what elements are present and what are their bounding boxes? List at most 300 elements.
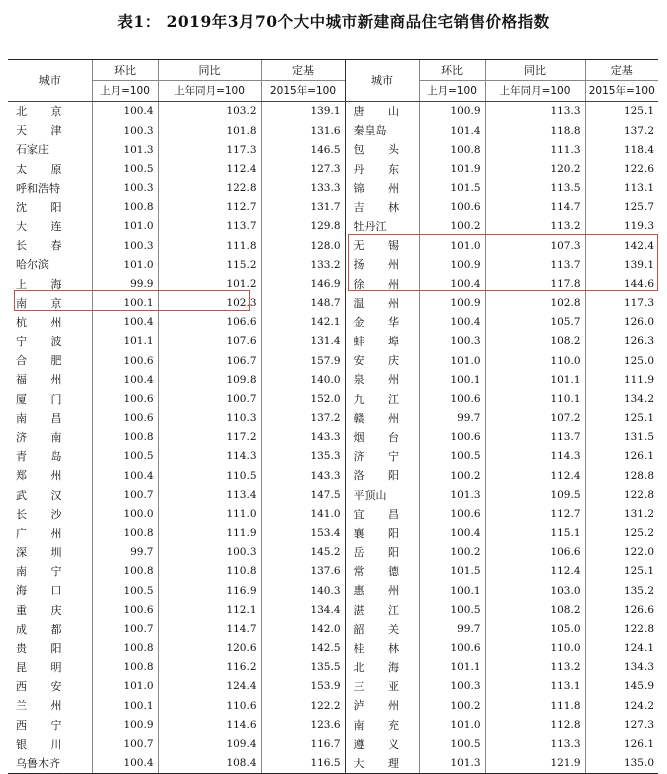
mom-value-right: 100.5 xyxy=(419,447,485,466)
mom-value-left: 100.8 xyxy=(92,658,158,677)
fixed-value-right: 125.0 xyxy=(585,351,658,370)
mom-value-right: 100.2 xyxy=(419,217,485,236)
city-name-right: 泸 州 xyxy=(345,696,419,715)
mom-value-left: 100.8 xyxy=(92,562,158,581)
header-row-sub xyxy=(8,81,658,102)
city-name-right: 惠 州 xyxy=(345,581,419,600)
mom-value-right: 100.3 xyxy=(419,677,485,696)
yoy-value-left: 114.7 xyxy=(158,620,261,639)
fixed-value-left: 116.5 xyxy=(261,754,345,774)
yoy-value-right: 112.4 xyxy=(485,562,585,581)
fixed-value-left: 147.5 xyxy=(261,485,345,504)
yoy-value-right: 113.7 xyxy=(485,255,585,274)
city-name-left: 广 州 xyxy=(16,526,72,540)
fixed-value-left: 131.4 xyxy=(261,332,345,351)
fixed-value-right: 134.3 xyxy=(585,658,658,677)
mom-value-left: 100.5 xyxy=(92,581,158,600)
city-name-right: 洛 阳 xyxy=(345,466,419,485)
yoy-value-left: 115.2 xyxy=(158,255,261,274)
fixed-value-left: 137.2 xyxy=(261,409,345,428)
yoy-value-right: 120.2 xyxy=(485,160,585,179)
mom-value-left: 100.5 xyxy=(92,160,158,179)
table-body xyxy=(8,102,658,774)
city-name-right: 湛 江 xyxy=(345,600,419,619)
mom-value-right: 100.4 xyxy=(419,313,485,332)
fixed-value-right: 131.5 xyxy=(585,428,658,447)
mom-value-right: 101.5 xyxy=(419,562,485,581)
table-row xyxy=(8,332,658,351)
fixed-value-left: 123.6 xyxy=(261,716,345,735)
fixed-value-right: 124.1 xyxy=(585,639,658,658)
mom-value-left: 99.9 xyxy=(92,275,158,294)
fixed-value-right: 145.9 xyxy=(585,677,658,696)
mom-value-left: 101.0 xyxy=(92,677,158,696)
city-name-right: 岳 阳 xyxy=(345,543,419,562)
city-name-left: 济 南 xyxy=(16,431,72,444)
table-row xyxy=(8,466,658,485)
table-row xyxy=(8,485,658,504)
header-mom-sub-left: 上月=100 xyxy=(92,81,158,102)
table-row xyxy=(8,236,658,255)
city-name-right: 韶 关 xyxy=(345,620,419,639)
city-name-right: 扬 州 xyxy=(345,255,419,274)
table-row xyxy=(8,160,658,179)
city-name-left: 长 春 xyxy=(16,239,72,253)
yoy-value-left: 100.3 xyxy=(158,543,261,562)
city-name-right: 无 锡 xyxy=(345,236,419,255)
yoy-value-left: 103.2 xyxy=(158,102,261,122)
table-row xyxy=(8,121,658,140)
mom-value-right: 100.9 xyxy=(419,102,485,122)
yoy-value-right: 112.7 xyxy=(485,505,585,524)
city-name-right: 大 理 xyxy=(345,754,419,774)
mom-value-left: 99.7 xyxy=(92,543,158,562)
table-row xyxy=(8,562,658,581)
city-name-left: 宁 波 xyxy=(16,335,72,349)
fixed-value-right: 125.1 xyxy=(585,562,658,581)
fixed-value-left: 157.9 xyxy=(261,351,345,370)
city-name-right: 三 亚 xyxy=(345,677,419,696)
fixed-value-left: 146.9 xyxy=(261,275,345,294)
mom-value-right: 100.6 xyxy=(419,198,485,217)
city-name-right: 吉 林 xyxy=(345,198,419,217)
mom-value-left: 100.6 xyxy=(92,390,158,409)
yoy-value-left: 111.0 xyxy=(158,505,261,524)
city-name-right: 锦 州 xyxy=(345,179,419,198)
table-row xyxy=(8,620,658,639)
city-name-left: 呼和浩特 xyxy=(16,181,60,195)
yoy-value-right: 110.0 xyxy=(485,351,585,370)
fixed-value-left: 148.7 xyxy=(261,294,345,313)
mom-value-left: 100.4 xyxy=(92,466,158,485)
yoy-value-right: 113.3 xyxy=(485,102,585,122)
table-row xyxy=(8,294,658,313)
fixed-value-left: 153.4 xyxy=(261,524,345,543)
table-row xyxy=(8,505,658,524)
mom-value-left: 100.7 xyxy=(92,620,158,639)
city-name-left: 大 连 xyxy=(16,220,72,234)
fixed-value-right: 126.1 xyxy=(585,735,658,754)
header-city-right: 城市 xyxy=(345,60,419,102)
mom-value-right: 101.0 xyxy=(419,716,485,735)
city-name-right: 赣 州 xyxy=(345,409,419,428)
fixed-value-right: 126.3 xyxy=(585,332,658,351)
mom-value-left: 100.4 xyxy=(92,754,158,774)
city-name-right: 包 头 xyxy=(345,140,419,159)
mom-value-right: 100.4 xyxy=(419,275,485,294)
table-row xyxy=(8,716,658,735)
mom-value-right: 100.6 xyxy=(419,428,485,447)
fixed-value-right: 126.1 xyxy=(585,447,658,466)
city-name-left: 银 川 xyxy=(16,737,72,751)
table-row xyxy=(8,255,658,274)
city-name-right: 平顶山 xyxy=(345,485,419,504)
table-row xyxy=(8,677,658,696)
fixed-value-left: 143.3 xyxy=(261,466,345,485)
yoy-value-right: 112.4 xyxy=(485,466,585,485)
fixed-value-right: 119.3 xyxy=(585,217,658,236)
city-name-left: 长 沙 xyxy=(16,507,72,521)
mom-value-left: 100.3 xyxy=(92,179,158,198)
fixed-value-right: 137.2 xyxy=(585,121,658,140)
yoy-value-left: 113.4 xyxy=(158,485,261,504)
mom-value-left: 100.6 xyxy=(92,600,158,619)
fixed-value-right: 135.0 xyxy=(585,754,658,774)
table-row xyxy=(8,179,658,198)
yoy-value-right: 106.6 xyxy=(485,543,585,562)
yoy-value-right: 114.3 xyxy=(485,447,585,466)
mom-value-right: 100.5 xyxy=(419,600,485,619)
fixed-value-left: 134.4 xyxy=(261,600,345,619)
table-row xyxy=(8,428,658,447)
yoy-value-left: 112.7 xyxy=(158,198,261,217)
mom-value-right: 99.7 xyxy=(419,620,485,639)
mom-value-left: 100.4 xyxy=(92,313,158,332)
city-name-left: 上 海 xyxy=(16,277,72,291)
city-name-left: 合 肥 xyxy=(16,354,72,368)
city-name-left: 贵 阳 xyxy=(16,641,72,655)
city-name-right: 遵 义 xyxy=(345,735,419,754)
yoy-value-right: 115.1 xyxy=(485,524,585,543)
city-name-left: 哈尔滨 xyxy=(16,258,49,272)
yoy-value-right: 114.7 xyxy=(485,198,585,217)
table-row xyxy=(8,140,658,159)
table-title: 表1： 2019年3月70个大中城市新建商品住宅销售价格指数 xyxy=(117,12,550,31)
yoy-value-left: 120.6 xyxy=(158,639,261,658)
mom-value-left: 100.4 xyxy=(92,102,158,122)
city-name-right: 丹 东 xyxy=(345,160,419,179)
fixed-value-right: 124.2 xyxy=(585,696,658,715)
yoy-value-left: 116.2 xyxy=(158,658,261,677)
city-name-left: 西 安 xyxy=(16,680,72,694)
header-city-left: 城市 xyxy=(8,60,92,102)
yoy-value-right: 105.7 xyxy=(485,313,585,332)
mom-value-right: 101.9 xyxy=(419,160,485,179)
yoy-value-right: 117.8 xyxy=(485,275,585,294)
mom-value-left: 100.4 xyxy=(92,370,158,389)
fixed-value-left: 137.6 xyxy=(261,562,345,581)
fixed-value-left: 142.1 xyxy=(261,313,345,332)
fixed-value-left: 139.1 xyxy=(261,102,345,122)
mom-value-left: 101.0 xyxy=(92,217,158,236)
mom-value-right: 101.1 xyxy=(419,658,485,677)
yoy-value-left: 111.8 xyxy=(158,236,261,255)
yoy-value-left: 106.7 xyxy=(158,351,261,370)
mom-value-right: 99.7 xyxy=(419,409,485,428)
mom-value-left: 100.3 xyxy=(92,236,158,255)
fixed-value-right: 125.2 xyxy=(585,524,658,543)
city-name-left: 乌鲁木齐 xyxy=(8,754,92,774)
yoy-value-left: 112.4 xyxy=(158,160,261,179)
mom-value-left: 100.7 xyxy=(92,485,158,504)
mom-value-right: 100.6 xyxy=(419,505,485,524)
fixed-value-right: 118.4 xyxy=(585,140,658,159)
yoy-value-right: 103.0 xyxy=(485,581,585,600)
fixed-value-left: 135.3 xyxy=(261,447,345,466)
yoy-value-right: 112.8 xyxy=(485,716,585,735)
city-name-right: 北 海 xyxy=(345,658,419,677)
city-name-right: 常 德 xyxy=(345,562,419,581)
yoy-value-right: 107.3 xyxy=(485,236,585,255)
city-name-left: 天 津 xyxy=(16,124,72,138)
mom-value-left: 100.1 xyxy=(92,294,158,313)
fixed-value-right: 122.6 xyxy=(585,160,658,179)
mom-value-right: 101.3 xyxy=(419,754,485,774)
price-index-table xyxy=(8,59,658,774)
city-name-left: 郑 州 xyxy=(16,469,72,483)
city-name-left: 沈 阳 xyxy=(16,200,72,214)
yoy-value-right: 111.8 xyxy=(485,696,585,715)
fixed-value-right: 125.1 xyxy=(585,102,658,122)
header-yoy-sub-right: 上年同月=100 xyxy=(485,81,585,102)
fixed-value-left: 153.9 xyxy=(261,677,345,696)
mom-value-right: 101.4 xyxy=(419,121,485,140)
fixed-value-right: 135.2 xyxy=(585,581,658,600)
yoy-value-right: 118.8 xyxy=(485,121,585,140)
city-name-right: 唐 山 xyxy=(345,102,419,122)
mom-value-right: 100.1 xyxy=(419,370,485,389)
mom-value-right: 100.4 xyxy=(419,524,485,543)
mom-value-left: 100.5 xyxy=(92,447,158,466)
yoy-value-left: 101.2 xyxy=(158,275,261,294)
city-name-right: 泉 州 xyxy=(345,370,419,389)
table-row xyxy=(8,313,658,332)
table-row xyxy=(8,600,658,619)
fixed-value-left: 131.6 xyxy=(261,121,345,140)
mom-value-left: 100.8 xyxy=(92,524,158,543)
header-fixed-left: 定基 xyxy=(261,60,345,81)
city-name-left: 武 汉 xyxy=(16,488,72,502)
city-name-right: 秦皇岛 xyxy=(345,121,419,140)
mom-value-right: 100.6 xyxy=(419,390,485,409)
city-name-left: 青 岛 xyxy=(16,450,72,464)
mom-value-right: 100.8 xyxy=(419,140,485,159)
table-row xyxy=(8,447,658,466)
city-name-left: 福 州 xyxy=(16,373,72,387)
mom-value-right: 100.3 xyxy=(419,332,485,351)
table-row xyxy=(8,524,658,543)
yoy-value-left: 106.6 xyxy=(158,313,261,332)
fixed-value-left: 142.0 xyxy=(261,620,345,639)
yoy-value-left: 110.8 xyxy=(158,562,261,581)
yoy-value-right: 108.2 xyxy=(485,600,585,619)
city-name-right: 桂 林 xyxy=(345,639,419,658)
yoy-value-left: 101.8 xyxy=(158,121,261,140)
yoy-value-right: 113.2 xyxy=(485,658,585,677)
mom-value-right: 100.2 xyxy=(419,466,485,485)
yoy-value-left: 110.3 xyxy=(158,409,261,428)
mom-value-right: 101.0 xyxy=(419,236,485,255)
yoy-value-left: 112.1 xyxy=(158,600,261,619)
fixed-value-right: 125.1 xyxy=(585,409,658,428)
yoy-value-left: 114.6 xyxy=(158,716,261,735)
city-name-left: 石家庄 xyxy=(16,143,49,157)
fixed-value-right: 122.0 xyxy=(585,543,658,562)
mom-value-left: 100.9 xyxy=(92,716,158,735)
city-name-right: 烟 台 xyxy=(345,428,419,447)
yoy-value-right: 102.8 xyxy=(485,294,585,313)
mom-value-left: 100.8 xyxy=(92,428,158,447)
fixed-value-left: 131.7 xyxy=(261,198,345,217)
yoy-value-left: 111.9 xyxy=(158,524,261,543)
city-name-left: 南 昌 xyxy=(16,411,72,425)
mom-value-left: 101.3 xyxy=(92,140,158,159)
fixed-value-left: 146.5 xyxy=(261,140,345,159)
table-row xyxy=(8,581,658,600)
yoy-value-left: 116.9 xyxy=(158,581,261,600)
mom-value-left: 101.0 xyxy=(92,255,158,274)
header-yoy-sub-left: 上年同月=100 xyxy=(158,81,261,102)
fixed-value-left: 142.5 xyxy=(261,639,345,658)
fixed-value-right: 113.1 xyxy=(585,179,658,198)
city-name-right: 襄 阳 xyxy=(345,524,419,543)
yoy-value-left: 122.8 xyxy=(158,179,261,198)
table-row xyxy=(8,639,658,658)
table-row xyxy=(8,543,658,562)
mom-value-left: 100.6 xyxy=(92,351,158,370)
fixed-value-right: 122.8 xyxy=(585,620,658,639)
table-row xyxy=(8,409,658,428)
yoy-value-left: 110.6 xyxy=(158,696,261,715)
city-name-left: 厦 门 xyxy=(16,392,72,406)
fixed-value-left: 133.2 xyxy=(261,255,345,274)
yoy-value-right: 113.1 xyxy=(485,677,585,696)
mom-value-left: 100.8 xyxy=(92,198,158,217)
yoy-value-left: 113.7 xyxy=(158,217,261,236)
mom-value-left: 101.1 xyxy=(92,332,158,351)
fixed-value-left: 141.0 xyxy=(261,505,345,524)
city-name-right: 南 充 xyxy=(345,716,419,735)
mom-value-left: 100.7 xyxy=(92,735,158,754)
mom-value-right: 100.5 xyxy=(419,735,485,754)
yoy-value-right: 107.2 xyxy=(485,409,585,428)
header-mom-left: 环比 xyxy=(92,60,158,81)
mom-value-left: 100.3 xyxy=(92,121,158,140)
fixed-value-left: 152.0 xyxy=(261,390,345,409)
city-name-left: 重 庆 xyxy=(16,603,72,617)
mom-value-right: 100.2 xyxy=(419,543,485,562)
yoy-value-left: 108.4 xyxy=(158,754,261,774)
fixed-value-right: 139.1 xyxy=(585,255,658,274)
city-name-left: 太 原 xyxy=(16,162,72,176)
mom-value-right: 101.5 xyxy=(419,179,485,198)
table-row xyxy=(8,390,658,409)
yoy-value-right: 113.5 xyxy=(485,179,585,198)
city-name-left: 昆 明 xyxy=(16,661,72,675)
city-name-right: 九 江 xyxy=(345,390,419,409)
yoy-value-right: 110.0 xyxy=(485,639,585,658)
yoy-value-left: 109.4 xyxy=(158,735,261,754)
fixed-value-right: 126.0 xyxy=(585,313,658,332)
fixed-value-right: 127.3 xyxy=(585,716,658,735)
header-mom-right: 环比 xyxy=(419,60,485,81)
fixed-value-left: 129.8 xyxy=(261,217,345,236)
mom-value-right: 100.2 xyxy=(419,696,485,715)
fixed-value-right: 144.6 xyxy=(585,275,658,294)
yoy-value-right: 105.0 xyxy=(485,620,585,639)
yoy-value-right: 109.5 xyxy=(485,485,585,504)
fixed-value-left: 127.3 xyxy=(261,160,345,179)
fixed-value-right: 117.3 xyxy=(585,294,658,313)
city-name-left: 海 口 xyxy=(16,584,72,598)
header-yoy-left: 同比 xyxy=(158,60,261,81)
yoy-value-right: 111.3 xyxy=(485,140,585,159)
header-fixed-right: 定基 xyxy=(585,60,658,81)
fixed-value-right: 128.8 xyxy=(585,466,658,485)
fixed-value-right: 131.2 xyxy=(585,505,658,524)
yoy-value-right: 110.1 xyxy=(485,390,585,409)
mom-value-left: 100.1 xyxy=(92,696,158,715)
yoy-value-right: 113.3 xyxy=(485,735,585,754)
fixed-value-right: 125.7 xyxy=(585,198,658,217)
fixed-value-right: 126.6 xyxy=(585,600,658,619)
yoy-value-left: 117.3 xyxy=(158,140,261,159)
city-name-right: 蚌 埠 xyxy=(345,332,419,351)
fixed-value-right: 122.8 xyxy=(585,485,658,504)
city-name-left: 北 京 xyxy=(16,105,72,119)
header-mom-sub-right: 上月=100 xyxy=(419,81,485,102)
yoy-value-left: 107.6 xyxy=(158,332,261,351)
yoy-value-right: 101.1 xyxy=(485,370,585,389)
mom-value-right: 101.3 xyxy=(419,485,485,504)
city-name-left: 杭 州 xyxy=(16,315,72,329)
table-row xyxy=(8,275,658,294)
yoy-value-left: 109.8 xyxy=(158,370,261,389)
fixed-value-left: 133.3 xyxy=(261,179,345,198)
fixed-value-left: 122.2 xyxy=(261,696,345,715)
mom-value-right: 101.0 xyxy=(419,351,485,370)
table-row xyxy=(8,370,658,389)
yoy-value-right: 108.2 xyxy=(485,332,585,351)
fixed-value-right: 134.2 xyxy=(585,390,658,409)
mom-value-right: 100.9 xyxy=(419,294,485,313)
yoy-value-right: 113.2 xyxy=(485,217,585,236)
mom-value-right: 100.9 xyxy=(419,255,485,274)
city-name-left: 成 都 xyxy=(16,622,72,636)
yoy-value-left: 100.7 xyxy=(158,390,261,409)
yoy-value-left: 117.2 xyxy=(158,428,261,447)
yoy-value-right: 113.7 xyxy=(485,428,585,447)
city-name-right: 徐 州 xyxy=(345,275,419,294)
table-row xyxy=(8,696,658,715)
fixed-value-left: 145.2 xyxy=(261,543,345,562)
table-row xyxy=(8,351,658,370)
city-name-right: 安 庆 xyxy=(345,351,419,370)
fixed-value-right: 142.4 xyxy=(585,236,658,255)
mom-value-right: 100.1 xyxy=(419,581,485,600)
table-row xyxy=(8,754,658,774)
mom-value-left: 100.6 xyxy=(92,409,158,428)
